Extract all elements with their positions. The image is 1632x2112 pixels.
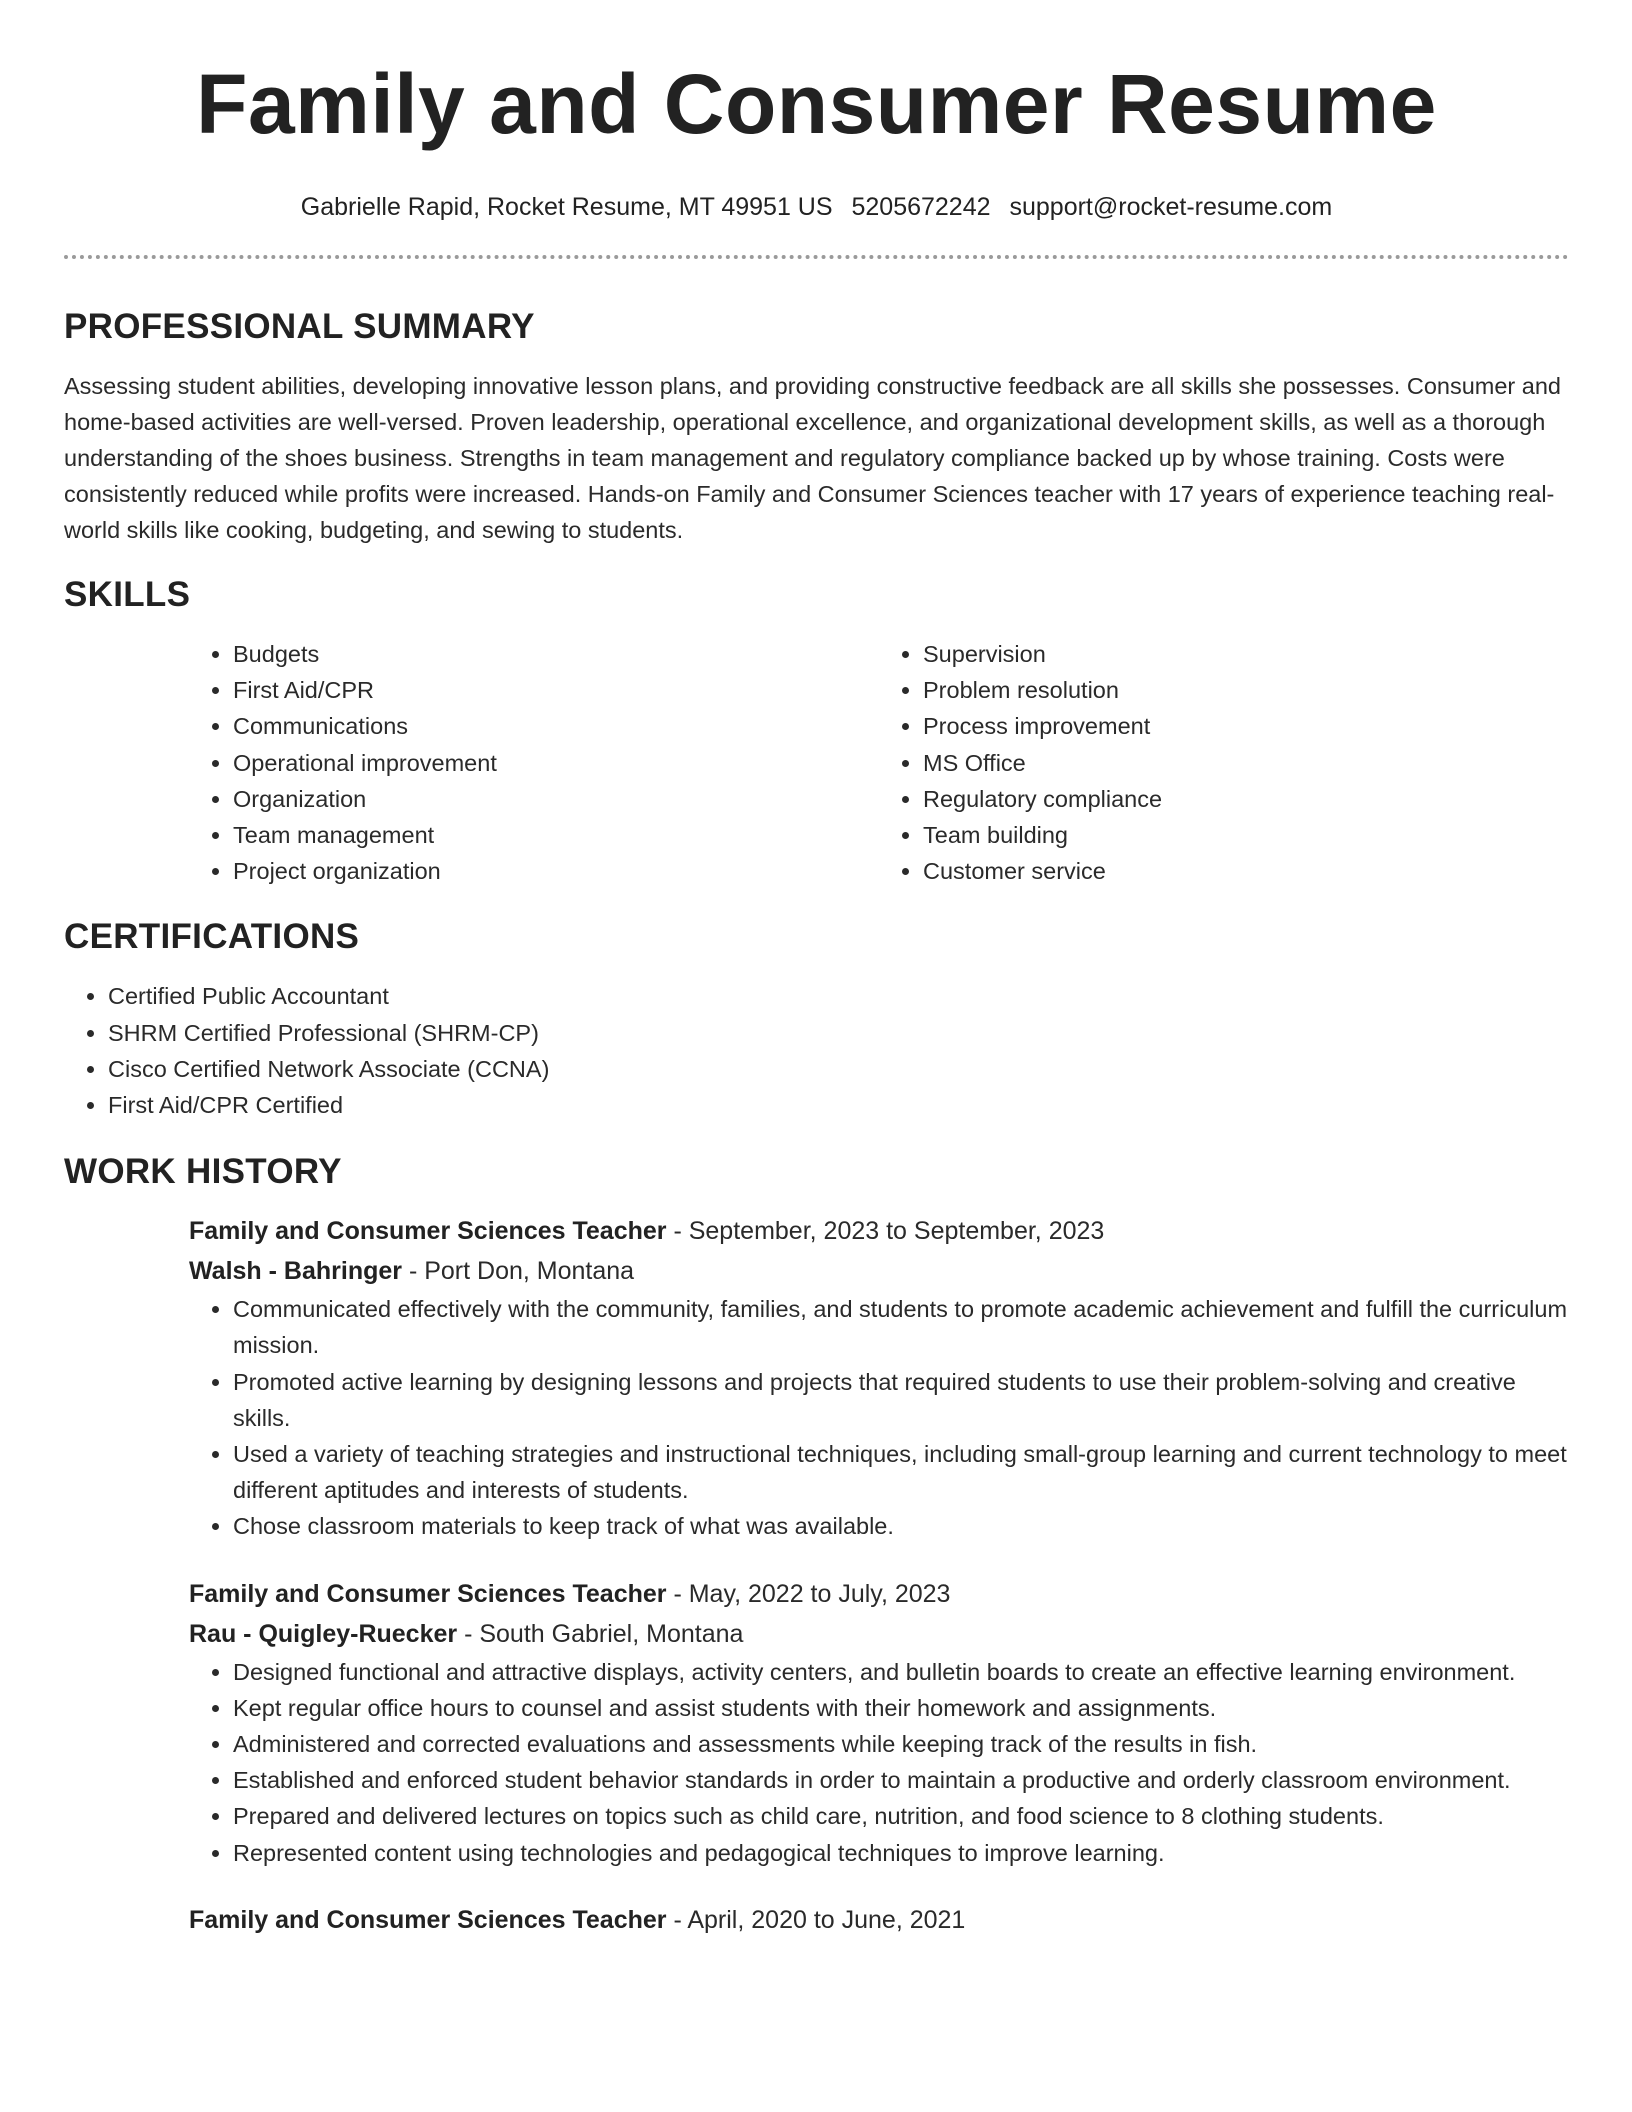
job-entry — [189, 1900, 1569, 1940]
job-dates: - September, 2023 to September, 2023 — [666, 1217, 1105, 1246]
job-entry — [189, 1211, 1569, 1544]
summary-text: Assessing student abilities, developing innovative lesson plans, and providing constructive feedback are all skills she possesses. Consumer and home-based activities are well-versed. Proven leadership, operational excellence, and organizational development skills, as well as a thorough understanding of the shoes business. Strengths in team management and regulatory compliance backed up by whose training. Costs were consistently reduced while profits were increased. Hands-on Family and Consumer Sciences teacher with 17 years of experience teaching real-world skills like cooking, budgeting, and sewing to students. — [64, 373, 1562, 543]
skill-item: • MS Office — [923, 745, 1569, 781]
skill-item: • Organization — [233, 781, 879, 817]
job-bullets — [189, 1654, 1569, 1871]
job-bullet: • Represented content using technologies and pedagogical techniques to improve learning. — [233, 1835, 1569, 1871]
job-bullets — [189, 1291, 1569, 1544]
job-bullet: • Prepared and delivered lectures on topics such as child care, nutrition, and food science to 8 clothing students. — [233, 1798, 1569, 1834]
skill-item: • First Aid/CPR — [233, 672, 879, 708]
job-bullet: • Communicated effectively with the community, families, and students to promote academic achievement and fulfill the curriculum mission. — [233, 1291, 1569, 1363]
skill-item: • Regulatory compliance — [923, 781, 1569, 817]
skills-grid — [189, 636, 1569, 889]
job-bullet: • Promoted active learning by designing lessons and projects that required students to use their problem-solving and creative skills. — [233, 1364, 1569, 1436]
job-bullet: • Designed functional and attractive displays, activity centers, and bulletin boards to create an effective learning environment. — [233, 1654, 1569, 1690]
skill-item: • Team management — [233, 817, 879, 853]
skills-left-list — [189, 636, 879, 889]
contact-line — [64, 192, 1569, 222]
work-heading: WORK HISTORY — [64, 1152, 342, 1192]
job-title-line — [189, 1211, 1569, 1251]
header-divider — [64, 255, 1569, 259]
job-bullet: • Administered and corrected evaluations and assessments while keeping track of the results in fish. — [233, 1726, 1569, 1762]
certifications-list — [64, 978, 1569, 1123]
job-dates: - April, 2020 to June, 2021 — [666, 1905, 966, 1934]
resume-page — [64, 0, 1569, 1940]
skills-right-list — [879, 636, 1569, 889]
job-company-line — [189, 1614, 1569, 1654]
certification-item: • Certified Public Accountant — [108, 978, 1569, 1014]
skill-item: • Process improvement — [923, 708, 1569, 744]
skill-item: • Supervision — [923, 636, 1569, 672]
skill-item: • Communications — [233, 708, 879, 744]
job-title-line — [189, 1900, 1569, 1940]
skill-item: • Problem resolution — [923, 672, 1569, 708]
job-location: - South Gabriel, Montana — [457, 1619, 744, 1648]
job-title-line — [189, 1574, 1569, 1614]
skill-item: • Budgets — [233, 636, 879, 672]
job-role: Family and Consumer Sciences Teacher — [189, 1579, 667, 1608]
job-role: Family and Consumer Sciences Teacher — [189, 1217, 667, 1246]
certifications-heading: CERTIFICATIONS — [64, 917, 360, 957]
resume-title: Family and Consumer Resume — [196, 57, 1437, 151]
job-role: Family and Consumer Sciences Teacher — [189, 1905, 667, 1934]
skills-heading: SKILLS — [64, 575, 191, 614]
skills-section — [64, 575, 1569, 889]
job-bullet: • Established and enforced student behavior standards in order to maintain a productive and orderly classroom environment. — [233, 1762, 1569, 1798]
job-bullet: • Used a variety of teaching strategies and instructional techniques, including small-group learning and current technology to meet different aptitudes and interests of students. — [233, 1436, 1569, 1508]
job-company: Rau - Quigley-Ruecker — [189, 1619, 458, 1648]
certifications-section — [64, 917, 1569, 1123]
job-location: - Port Don, Montana — [402, 1257, 635, 1286]
skill-item: • Project organization — [233, 853, 879, 889]
skill-item: • Customer service — [923, 853, 1569, 889]
certification-item: • Cisco Certified Network Associate (CCNA) — [108, 1051, 1569, 1087]
skill-item: • Team building — [923, 817, 1569, 853]
job-entry — [189, 1574, 1569, 1871]
job-dates: - May, 2022 to July, 2023 — [666, 1579, 951, 1608]
contact-email: support@rocket-resume.com — [1009, 193, 1333, 221]
work-section — [64, 1152, 1569, 1940]
summary-heading: PROFESSIONAL SUMMARY — [64, 307, 535, 346]
job-bullet: • Chose classroom materials to keep track of what was available. — [233, 1508, 1569, 1544]
contact-phone: 5205672242 — [851, 193, 991, 221]
job-company-line — [189, 1251, 1569, 1291]
summary-section — [64, 307, 1569, 548]
certification-item: • SHRM Certified Professional (SHRM-CP) — [108, 1015, 1569, 1051]
job-bullet: • Kept regular office hours to counsel and assist students with their homework and assignments. — [233, 1690, 1569, 1726]
certification-item: • First Aid/CPR Certified — [108, 1087, 1569, 1123]
job-company: Walsh - Bahringer — [189, 1257, 402, 1286]
skill-item: • Operational improvement — [233, 745, 879, 781]
contact-address: Gabrielle Rapid, Rocket Resume, MT 49951 US — [300, 193, 833, 221]
